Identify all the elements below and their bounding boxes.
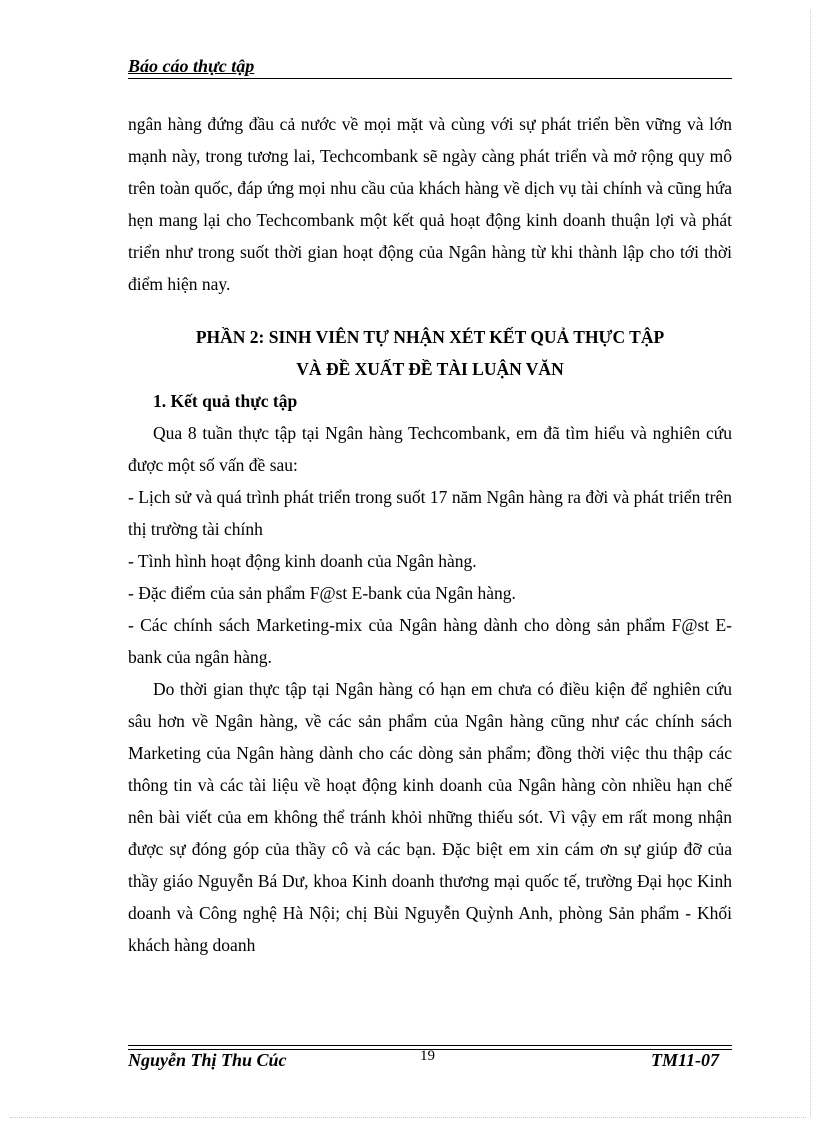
page-header [128,52,732,79]
footer-author: Nguyễn Thị Thu Cúc [128,1050,287,1070]
paragraph-1: Qua 8 tuần thực tập tại Ngân hàng Techcombank, em đã tìm hiểu và nghiên cứu được một số vấn đề sau: [128,423,732,475]
footer-rule [128,1045,732,1046]
page-bottom-edge [10,1117,806,1118]
page-right-edge [810,10,811,1117]
bullet-item: - Các chính sách Marketing-mix của Ngân hàng dành cho dòng sản phẩm F@st E-bank của ngân hàng. [128,615,732,667]
bullet-item: - Đặc điểm của sản phẩm F@st E-bank của Ngân hàng. [128,583,516,603]
paragraph-2: Do thời gian thực tập tại Ngân hàng có hạn em chưa có điều kiện để nghiên cứu sâu hơn về Ngân hàng, về các sản phẩm của Ngân hàng cũng như các chính sách Marketing của Ngân hàng dành cho các dòng sản phẩm; đồng thời việc thu thập các thông tin và các tài liệu về hoạt động kinh doanh của Ngân hàng còn nhiều hạn chế nên bài viết của em không thể tránh khỏi những thiếu sót. Vì vậy em rất mong nhận được sự đóng góp của thầy cô và các bạn. Đặc biệt em xin cám ơn sự giúp đỡ của thầy giáo Nguyễn Bá Dư, khoa Kinh doanh thương mại quốc tế, trường Đại học Kinh doanh và Công nghệ Hà Nội; chị Bùi Nguyễn Quỳnh Anh, phòng Sản phẩm - Khối khách hàng doanh [128,679,732,955]
subsection-title: 1. Kết quả thực tập [153,391,298,411]
section-title-line-1: PHẦN 2: SINH VIÊN TỰ NHẬN XÉT KẾT QUẢ THỰC TẬP [195,327,665,347]
header-title: Báo cáo thực tập [128,56,255,76]
bullet-item: - Lịch sử và quá trình phát triển trong suốt 17 năm Ngân hàng ra đời và phát triển trên thị trường tài chính [128,487,732,539]
document-body [128,108,732,961]
bullet-item: - Tình hình hoạt động kinh doanh của Ngân hàng. [128,551,477,571]
intro-paragraph: ngân hàng đứng đầu cả nước về mọi mặt và cùng với sự phát triển bền vững và lớn mạnh này, trong tương lai, Techcombank sẽ ngày càng phát triển và mở rộng quy mô trên toàn quốc, đáp ứng mọi nhu cầu của khách hàng về dịch vụ tài chính và cũng hứa hẹn mang lại cho Techcombank một kết quả hoạt động kinh doanh thuận lợi và phát triển như trong suốt thời gian hoạt động của Ngân hàng từ khi thành lập cho tới thời điểm hiện nay. [128,114,732,294]
footer-code: TM11-07 [650,1050,719,1070]
section-title-line-2: VÀ ĐỀ XUẤT ĐỀ TÀI LUẬN VĂN [296,359,564,379]
page-number: 19 [420,1048,435,1064]
